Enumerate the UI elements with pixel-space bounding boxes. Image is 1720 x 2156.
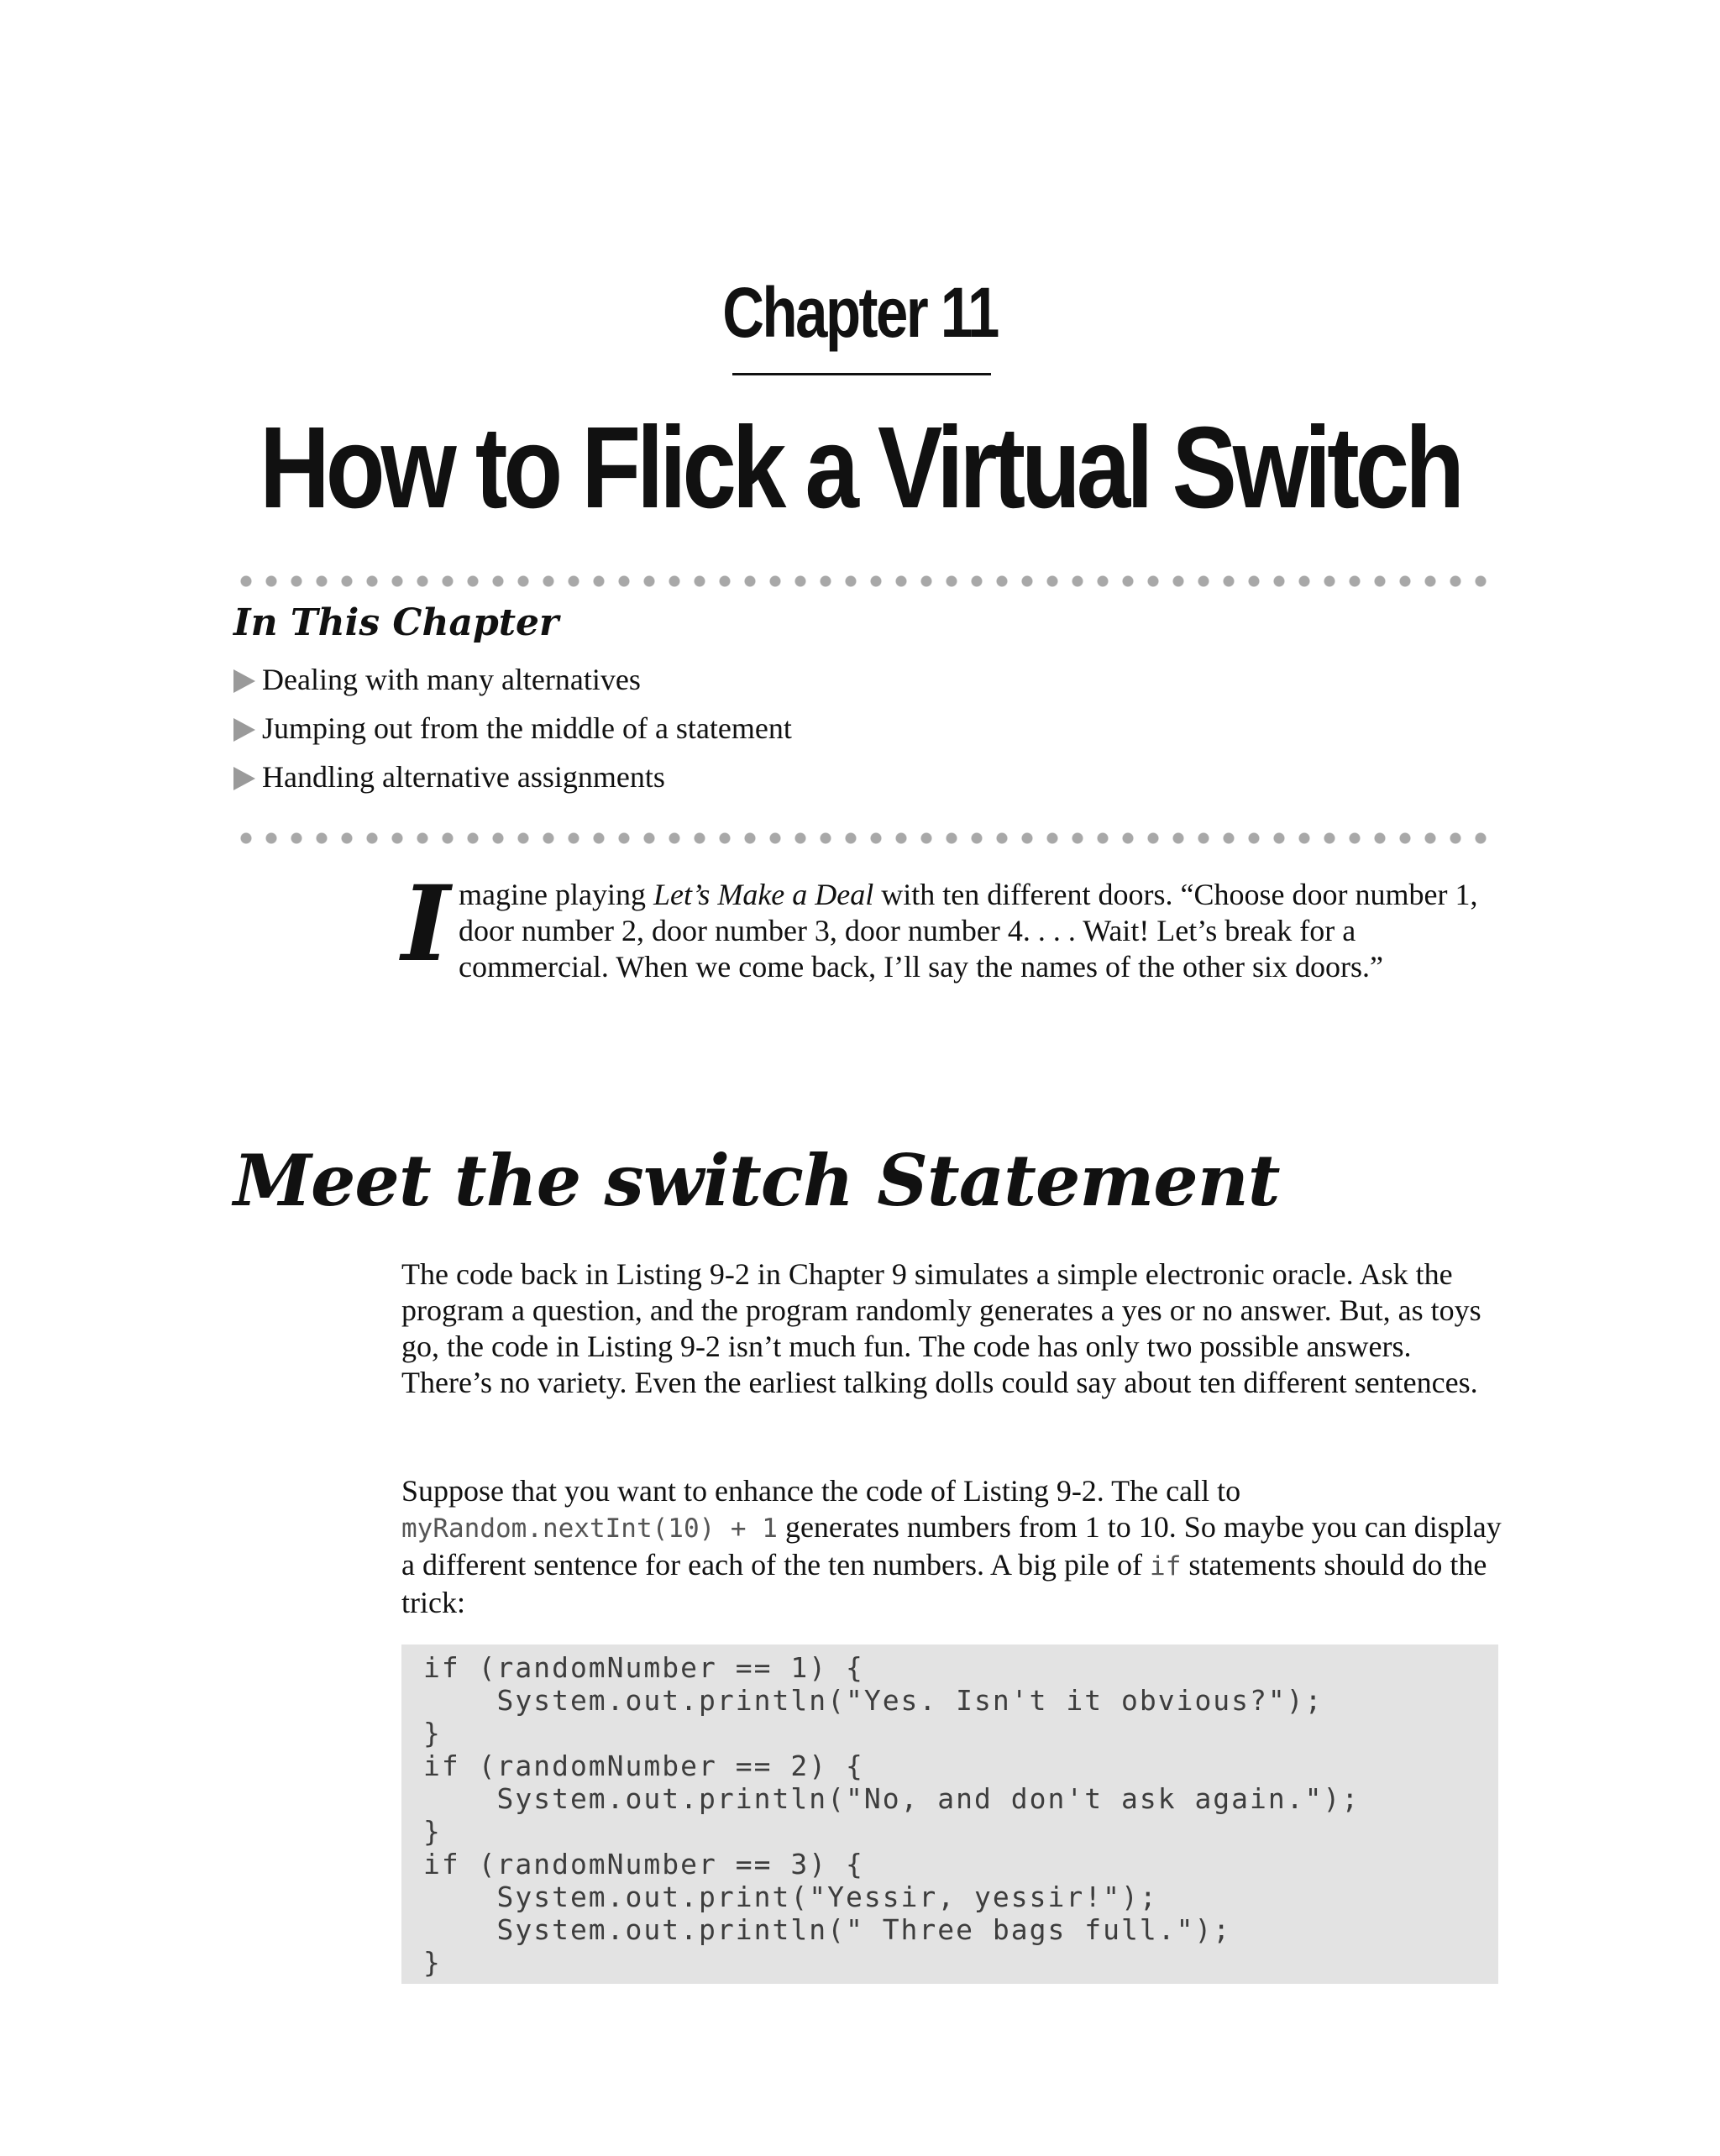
inline-code: if bbox=[1150, 1551, 1182, 1582]
inline-code: myRandom.nextInt(10) + 1 bbox=[401, 1513, 778, 1544]
code-line: } bbox=[423, 1946, 442, 1979]
dotted-divider-bottom bbox=[233, 831, 1495, 845]
chapter-topic-text: Jumping out from the middle of a statement bbox=[262, 711, 792, 745]
chapter-topic-text: Dealing with many alternatives bbox=[262, 663, 641, 696]
code-line: if (randomNumber == 1) { bbox=[423, 1651, 864, 1684]
chapter-topic-item bbox=[233, 704, 792, 753]
code-line: System.out.println(" Three bags full."); bbox=[423, 1913, 1232, 1946]
code-line: System.out.println("Yes. Isn't it obvious?"); bbox=[423, 1684, 1324, 1717]
chapter-title: How to Flick a Virtual Switch bbox=[260, 403, 1460, 532]
chapter-topic-item bbox=[233, 655, 792, 704]
intro-paragraph bbox=[401, 863, 1485, 985]
intro-text-start: magine playing bbox=[459, 878, 653, 911]
in-this-chapter-heading: In This Chapter bbox=[233, 601, 559, 644]
show-title: Let’s Make a Deal bbox=[653, 878, 874, 911]
chapter-topic-text: Handling alternative assignments bbox=[262, 760, 665, 794]
code-line: } bbox=[423, 1815, 442, 1848]
body-paragraph-1: The code back in Listing 9-2 in Chapter 9 simulates a simple electronic oracle. Ask the program a question, and the program randomly generates a yes or no answer. But, as toys go, the code in Listing 9-2 isn’t much fun. The code has only two possible answers. There’s no variety. Even the earliest talking dolls could say about ten different sentences. bbox=[401, 1257, 1481, 1399]
code-line: } bbox=[423, 1717, 442, 1749]
paragraph-text: statements should do the trick: bbox=[401, 1548, 1487, 1619]
body-paragraph-2 bbox=[401, 1473, 1502, 1621]
triangle-bullet-icon bbox=[233, 669, 255, 693]
code-line: System.out.println("No, and don't ask again."); bbox=[423, 1782, 1361, 1815]
chapter-underline bbox=[732, 373, 991, 375]
dotted-divider-top bbox=[233, 574, 1495, 588]
chapter-topics-list bbox=[233, 655, 792, 801]
section-heading: Meet the switch Statement bbox=[233, 1139, 1280, 1222]
intro-text-rest: with ten different doors. “Choose door number 1, door number 2, door number 3, door number 4. . . . Wait! Let’s break for a commercial. When we come back, I’ll say the names of the other six doors.” bbox=[459, 878, 1478, 984]
code-listing bbox=[401, 1645, 1498, 1984]
chapter-label: Chapter 11 bbox=[722, 273, 998, 352]
paragraph-text: generates numbers from 1 to 10. So maybe you can display a different sentence for each of the ten numbers. A big pile of bbox=[401, 1510, 1502, 1582]
chapter-topic-item bbox=[233, 753, 792, 801]
code-line: System.out.print("Yessir, yessir!"); bbox=[423, 1881, 1158, 1913]
triangle-bullet-icon bbox=[233, 718, 255, 742]
triangle-bullet-icon bbox=[233, 767, 255, 790]
paragraph-text: Suppose that you want to enhance the code of Listing 9-2. The call to bbox=[401, 1474, 1241, 1508]
code-line: if (randomNumber == 2) { bbox=[423, 1749, 864, 1782]
drop-cap: I bbox=[401, 863, 451, 985]
code-line: if (randomNumber == 3) { bbox=[423, 1848, 864, 1881]
